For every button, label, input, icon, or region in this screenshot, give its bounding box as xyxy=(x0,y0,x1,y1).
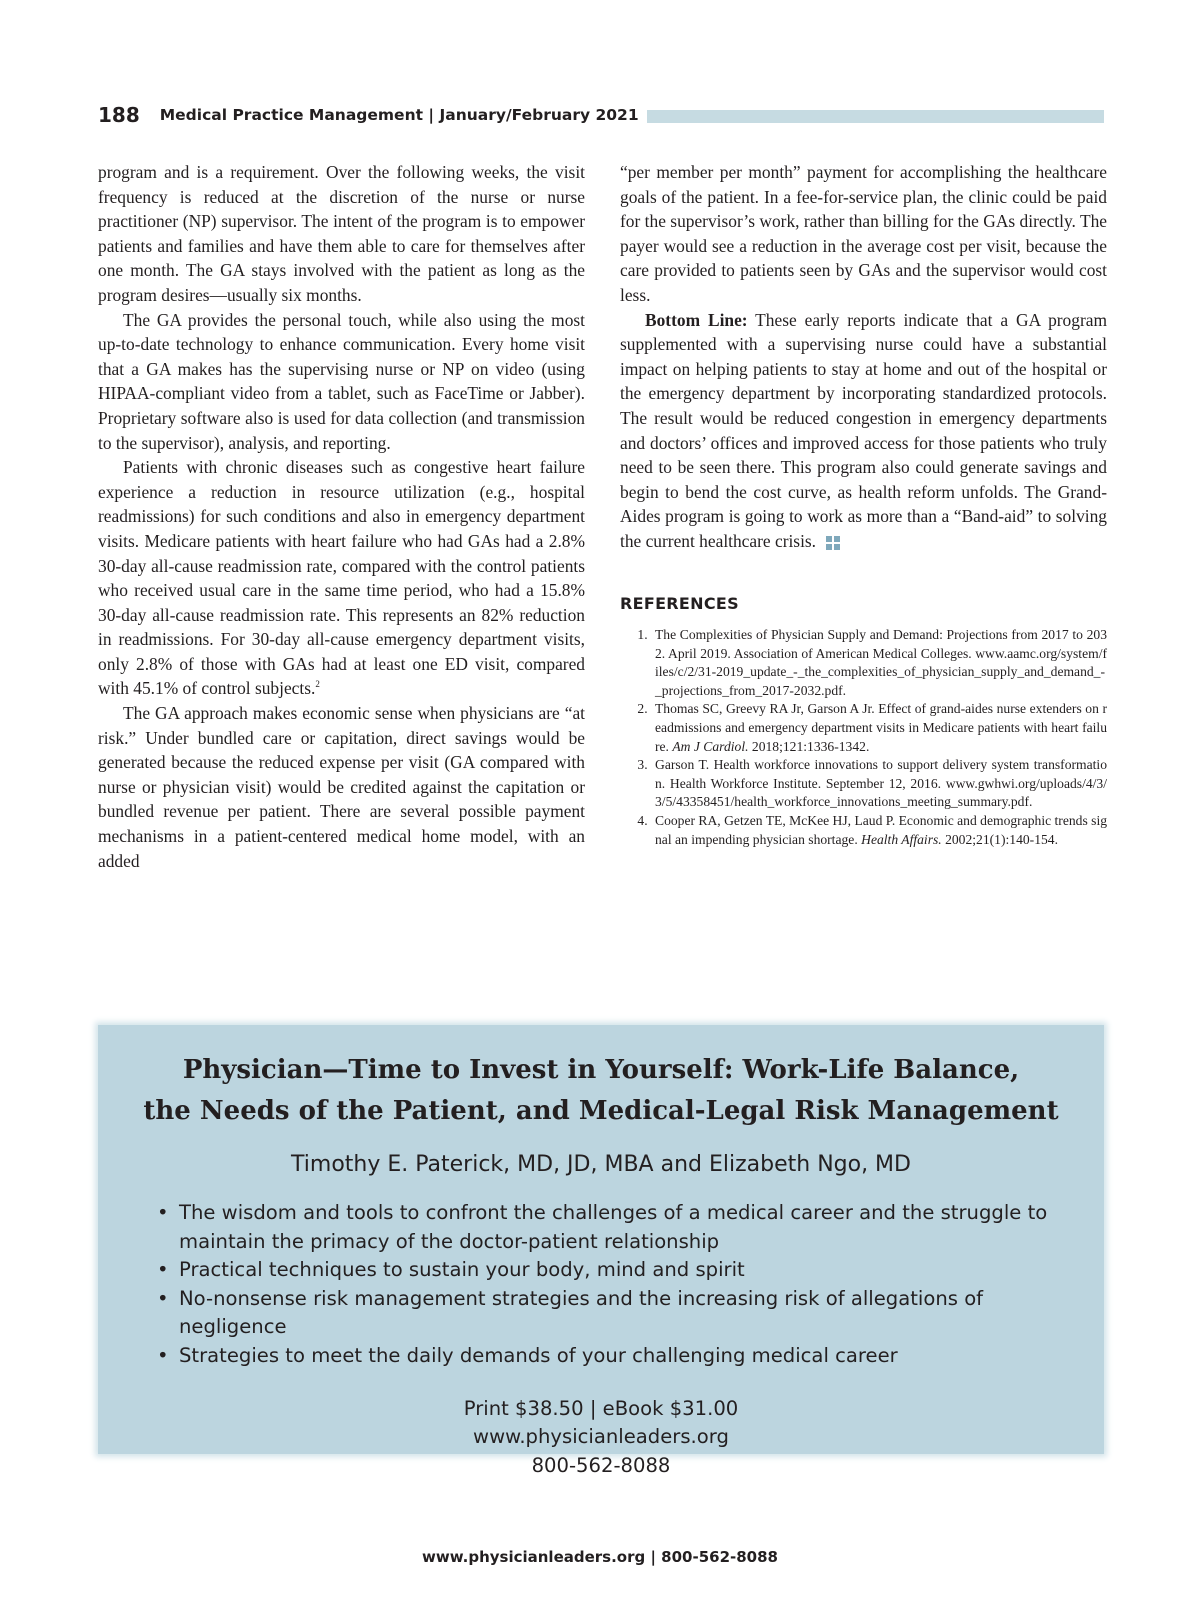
promo-bullet-list xyxy=(98,1199,1104,1371)
body-paragraph: program and is a requirement. Over the following weeks, the visit frequency is reduced at the discretion of the nurse or nurse practitioner (NP) supervisor. The intent of the program is to empower patients and families and have them able to care for themselves after one month. The GA stays involved with the patient as long as the program desires—usually six months. xyxy=(98,162,585,305)
promo-website-link[interactable]: www.physicianleaders.org xyxy=(473,1425,729,1449)
promo-bullet: • No-nonsense risk management strategies and the increasing risk of allegations of negligence xyxy=(157,1285,1069,1342)
book-promo-box xyxy=(98,1025,1104,1477)
body-paragraph xyxy=(98,455,585,701)
page-number: 188 xyxy=(98,103,140,127)
page-footer: www.physicianleaders.org | 800-562-8088 xyxy=(422,1548,778,1566)
promo-purchase-info xyxy=(98,1395,1104,1481)
paragraph-text: Patients with chronic diseases such as congestive heart failure experience a reduction in resource utilization (e.g., hospital readmissions) for such conditions and also in emergency department visits. Medicare patients with heart failure who had GAs had a 2.8% 30-day all-cause readmission rate, compared with the control patients who received usual care in the same time period, who had a 15.8% 30-day all-cause readmission rate. This represents an 82% reduction in readmissions. For 30-day all-cause emergency department visits, only 2.8% of those with GAs had at least one ED visit, compared with 45.1% of control subjects. xyxy=(98,457,585,699)
page-header xyxy=(98,100,1104,130)
promo-title-line: the Needs of the Patient, and Medical-Legal Risk Management xyxy=(143,1096,1059,1126)
end-of-article-icon xyxy=(826,536,840,550)
references-heading: REFERENCES xyxy=(620,593,739,613)
reference-journal: Am J Cardiol. xyxy=(672,738,749,754)
bottom-line-text: These early reports indicate that a GA program supplemented with a supervising nurse could have a substantial impact on helping patients to stay at home and out of the hospital or the emergency department by incorporating standardized protocols. The result would be reduced congestion in emergency departments and doctors’ offices and improved access for those patients who truly need to be seen there. This program also could generate savings and begin to bend the cost curve, as health reform unfolds. The Grand-Aides program is going to work as more than a “Band-aid” to solving the current healthcare crisis. xyxy=(620,309,1107,551)
promo-title xyxy=(98,1050,1104,1132)
journal-title: Medical Practice Management | January/February 2021 xyxy=(159,106,639,124)
body-paragraph: The GA approach makes economic sense when physicians are “at risk.” Under bundled care or capitation, direct savings would be generated because the reduced expense per visit (GA compared with nurse or physician visit) would be credited against the capitation or bundled revenue per patient. There are several possible payment mechanisms in a patient-centered medical home model, with an added xyxy=(98,703,585,871)
reference-item: 3. Garson T. Health workforce innovations to support delivery system transformation. Health Workforce Institute. September 12, 2016. www.gwhwi.org/uploads/4/3/3/5/43358451/health_workforce_innovations_meeting_summary.pdf. xyxy=(651,756,1107,812)
references-list xyxy=(620,626,1107,849)
promo-bullet: • Practical techniques to sustain your body, mind and spirit xyxy=(157,1256,1069,1285)
citation-superscript: 2 xyxy=(315,679,320,690)
promo-authors: Timothy E. Paterick, MD, JD, MBA and Elizabeth Ngo, MD xyxy=(291,1152,911,1177)
left-column xyxy=(98,160,585,873)
bottom-line-paragraph xyxy=(620,308,1107,554)
promo-bullet: • The wisdom and tools to confront the challenges of a medical career and the struggle to maintain the primacy of the doctor-patient relationship xyxy=(157,1199,1069,1256)
bottom-line-label: Bottom Line: xyxy=(645,309,748,330)
reference-item: 1. The Complexities of Physician Supply and Demand: Projections from 2017 to 2032. April 2019. Association of American Medical Colleges. www.aamc.org/system/files/c/2/31-2019_update_-_the_complexities_of_physician_supply_and_demand_-_projections_from_2017-2032.pdf. xyxy=(651,626,1107,700)
reference-journal: Health Affairs. xyxy=(861,831,942,847)
promo-title-line: Physician—Time to Invest in Yourself: Work-Life Balance, xyxy=(182,1055,1020,1085)
promo-phone: 800-562-8088 xyxy=(531,1453,671,1477)
promo-price: Print $38.50 | eBook $31.00 xyxy=(463,1396,739,1420)
body-paragraph: The GA provides the personal touch, while also using the most up-to-date technology to enhance communication. Every home visit that a GA makes has the supervising nurse or NP on video (using HIPAA-compliant video from a tablet, such as FaceTime or Jabber). Proprietary software also is used for data collection (and transmission to the supervisor), analysis, and reporting. xyxy=(98,309,585,453)
promo-bullet: • Strategies to meet the daily demands of your challenging medical career xyxy=(157,1342,1069,1371)
reference-item: 4. Cooper RA, Getzen TE, McKee HJ, Laud P. Economic and demographic trends signal an impending physician shortage. Health Affairs. 2002;21(1):140-154. xyxy=(651,812,1107,849)
reference-item: 2. Thomas SC, Greevy RA Jr, Garson A Jr. Effect of grand-aides nurse extenders on readmissions and emergency department visits in Medicare patients with heart failure. Am J Cardiol. 2018;121:1336-1342. xyxy=(651,700,1107,756)
header-rule xyxy=(647,110,1104,123)
right-column xyxy=(620,160,1107,849)
body-paragraph: “per member per month” payment for accomplishing the healthcare goals of the patient. In a fee-for-service plan, the clinic could be paid for the supervisor’s work, rather than billing for the GAs directly. The payer would see a reduction in the average cost per visit, because the care provided to patients seen by GAs and the supervisor would cost less. xyxy=(620,162,1107,305)
